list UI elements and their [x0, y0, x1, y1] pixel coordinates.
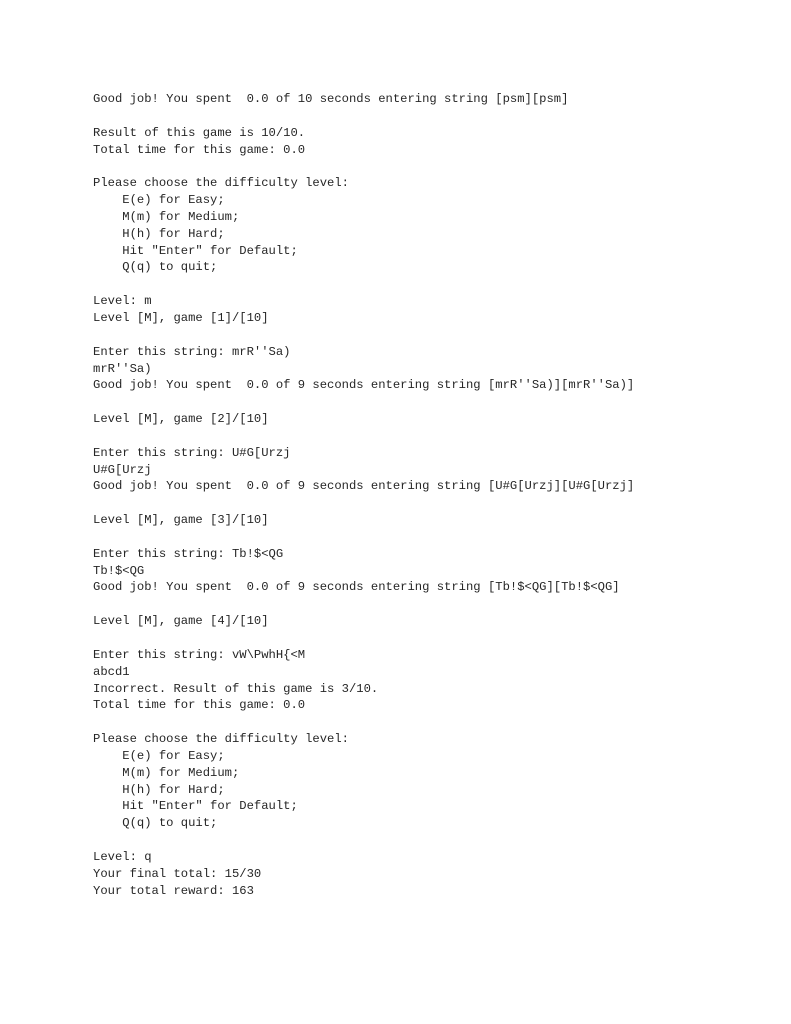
console-line: Total time for this game: 0.0 [93, 698, 306, 713]
console-line: Good job! You spent 0.0 of 9 seconds entering string [Tb!$<QG][Tb!$<QG] [93, 580, 620, 595]
console-line [93, 394, 773, 411]
console-line: Result of this game is 10/10. [93, 125, 306, 140]
console-line [93, 158, 773, 175]
console-line: abcd1 [93, 664, 130, 679]
console-line [93, 495, 773, 512]
console-line [93, 327, 773, 344]
console-line [93, 529, 773, 546]
console-line: Please choose the difficulty level: [93, 732, 349, 747]
console-line: Your total reward: 163 [93, 883, 254, 898]
console-line: M(m) for Medium; [93, 765, 240, 780]
console-line: U#G[Urzj [93, 462, 152, 477]
console-line: Enter this string: mrR''Sa) [93, 344, 291, 359]
console-line: Level [M], game [2]/[10] [93, 412, 269, 427]
console-line: Level [M], game [3]/[10] [93, 513, 269, 528]
console-line: H(h) for Hard; [93, 226, 225, 241]
console-line [93, 108, 773, 125]
console-line: Level [M], game [4]/[10] [93, 614, 269, 629]
console-line: E(e) for Easy; [93, 748, 225, 763]
console-line: Enter this string: U#G[Urzj [93, 445, 291, 460]
console-line [93, 630, 773, 647]
console-line: Level [M], game [1]/[10] [93, 310, 269, 325]
console-line [93, 832, 773, 849]
console-line: Hit "Enter" for Default; [93, 799, 298, 814]
console-line: M(m) for Medium; [93, 209, 240, 224]
console-line: Incorrect. Result of this game is 3/10. [93, 681, 379, 696]
console-line [93, 428, 773, 445]
console-line: H(h) for Hard; [93, 782, 225, 797]
console-line: Hit "Enter" for Default; [93, 243, 298, 258]
console-line: Enter this string: vW\PwhH{<M [93, 647, 306, 662]
console-line: Good job! You spent 0.0 of 9 seconds entering string [U#G[Urzj][U#G[Urzj] [93, 479, 635, 494]
console-line: Good job! You spent 0.0 of 10 seconds entering string [psm][psm] [93, 92, 569, 106]
console-line: E(e) for Easy; [93, 193, 225, 208]
console-line: Q(q) to quit; [93, 816, 218, 831]
console-line [93, 596, 773, 613]
console-line: Level: m [93, 294, 152, 309]
console-line: Tb!$<QG [93, 563, 145, 578]
console-line: Enter this string: Tb!$<QG [93, 546, 284, 561]
console-line: Your final total: 15/30 [93, 866, 262, 881]
console-line: Total time for this game: 0.0 [93, 142, 306, 157]
console-line: Q(q) to quit; [93, 260, 218, 275]
console-line [93, 714, 773, 731]
console-line: mrR''Sa) [93, 361, 152, 376]
console-line: Please choose the difficulty level: [93, 176, 349, 191]
console-line [93, 276, 773, 293]
console-line: Level: q [93, 849, 152, 864]
console-output [93, 91, 773, 900]
console-line: Good job! You spent 0.0 of 9 seconds entering string [mrR''Sa)][mrR''Sa)] [93, 378, 635, 393]
